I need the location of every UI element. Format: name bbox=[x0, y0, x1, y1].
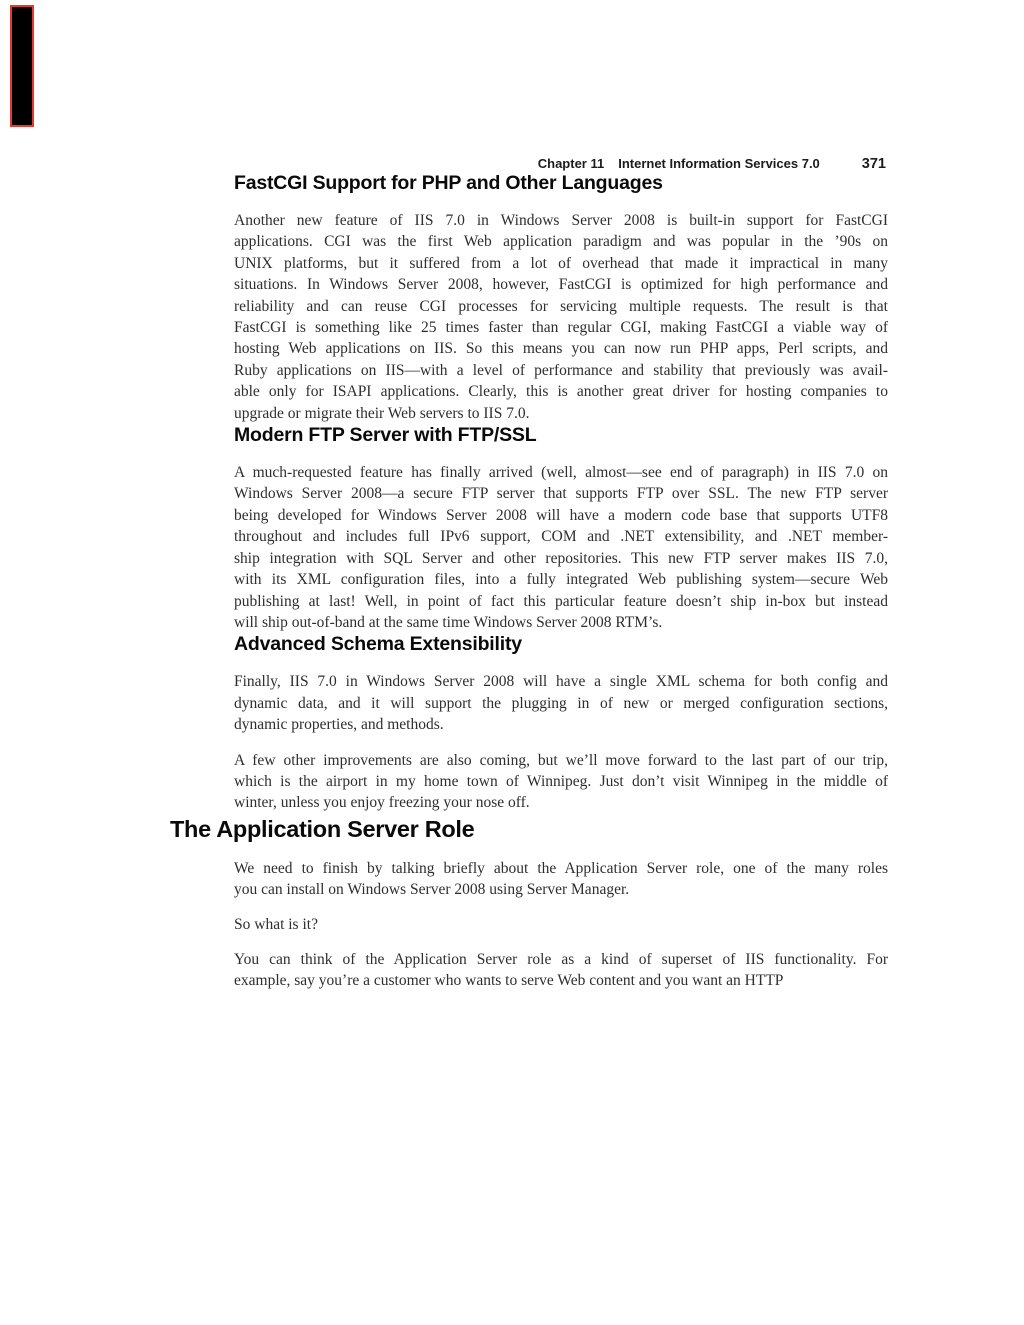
heading-modern-ftp-server: Modern FTP Server with FTP/SSL bbox=[234, 424, 537, 447]
running-header bbox=[170, 156, 886, 172]
paragraph-ftp-ssl: A much-requested feature has finally arrived (well, almost—see end of paragraph) in IIS 7.0 on Windows Server 2008—a secure FTP server that supports FTP over SSL. The new FTP server being developed for Windows Server 2008 will have a modern code base that supports UTF8 throughout and includes full IPv6 support, COM and .NET extensibility, and .NET member- ship integration with SQL Server and other repositories. This new FTP server makes IIS 7.0, with its XML configuration files, into a fully integrated Web publishing system—secure Web publishing at last! Well, in point of fact this particular feature doesn’t ship in-box but instead will ship out-of-band at the same time Windows Server 2008 RTM’s. bbox=[234, 464, 888, 631]
paragraph-other-improvements: A few other improvements are also coming, but we’ll move forward to the last part of our trip, which is the airport in my home town of Winnipeg. Just don’t visit Winnipeg in the middle of winter, unless you enjoy freezing your nose off. bbox=[234, 751, 888, 812]
page-content bbox=[170, 0, 886, 992]
heading-advanced-schema: Advanced Schema Extensibility bbox=[234, 633, 522, 656]
paragraph-so-what-is-it: So what is it? bbox=[234, 915, 318, 933]
page-number: 371 bbox=[861, 156, 886, 172]
heading-application-server-role: The Application Server Role bbox=[170, 815, 475, 842]
paragraph-app-server-intro: We need to finish by talking briefly about the Application Server role, one of the many roles you can install on Windows Server 2008 using Server Manager. bbox=[234, 859, 888, 899]
running-header-title: Internet Information Services 7.0 bbox=[618, 156, 820, 171]
scan-artifact-mark bbox=[10, 5, 34, 127]
paragraph-superset: You can think of the Application Server role as a kind of superset of IIS functionality. For example, say you’re a customer who wants to serve Web content and you want an HTTP bbox=[234, 950, 888, 990]
running-header-chapter: Chapter 11 bbox=[537, 156, 605, 171]
paragraph-fastcgi: Another new feature of IIS 7.0 in Windows Server 2008 is built-in support for FastCGI applications. CGI was the first Web application paradigm and was popular in the ’90s on UNIX platforms, but it suffered from a lot of overhead that made it impractical in many situations. In Windows Server 2008, however, FastCGI is optimized for high performance and reliability and can reuse CGI processes for servicing multiple requests. The result is that FastCGI is something like 25 times faster than regular CGI, making FastCGI a viable way of hosting Web applications on IIS. So this means you can now run PHP apps, Perl scripts, and Ruby applications on IIS—with a level of performance and stability that previously was avail- able only for ISAPI applications. Clearly, this is another great driver for hosting companies to upgrade or migrate their Web servers to IIS 7.0. bbox=[234, 212, 888, 422]
heading-fastcgi-support: FastCGI Support for PHP and Other Languages bbox=[234, 172, 663, 194]
paragraph-schema: Finally, IIS 7.0 in Windows Server 2008 will have a single XML schema for both config and dynamic data, and it will support the plugging in of new or merged configuration sections, dynamic properties, and methods. bbox=[234, 673, 888, 734]
